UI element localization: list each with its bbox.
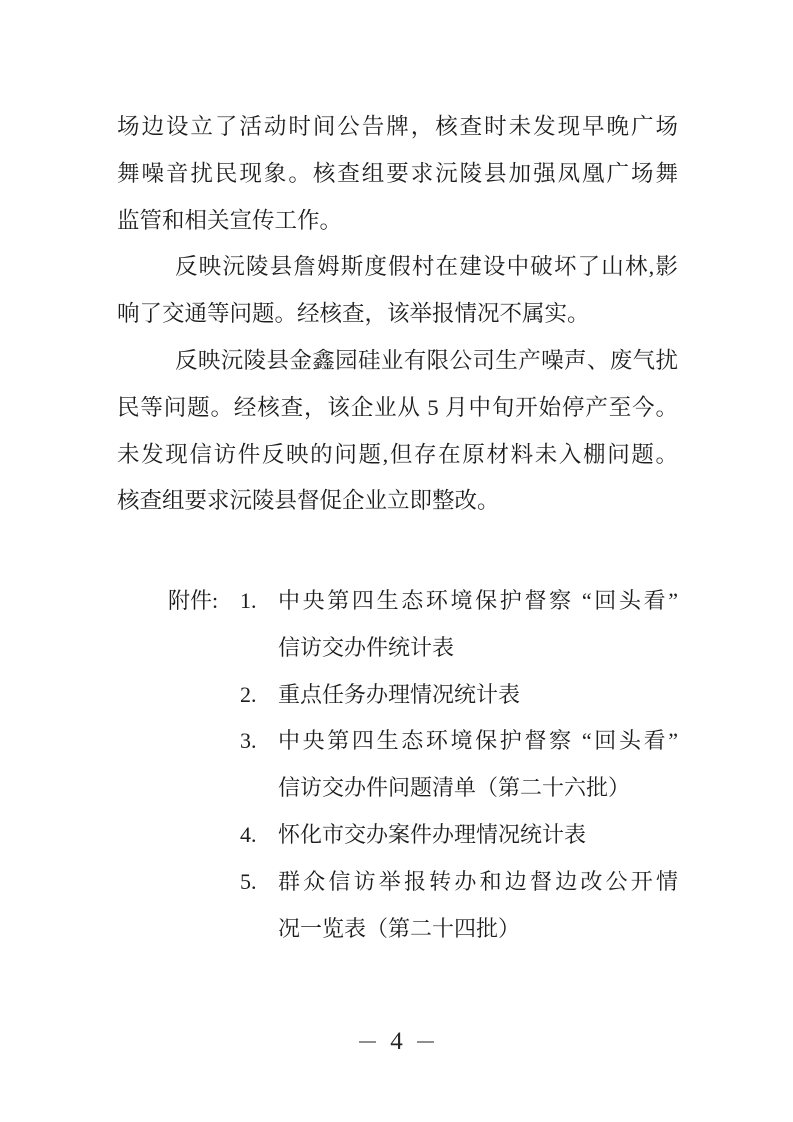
page-number: 4	[390, 1028, 403, 1055]
attachment-list	[240, 578, 678, 952]
attachment-line: 况一览表（第二十四批）	[278, 915, 521, 941]
attachment-item	[240, 578, 678, 672]
attachment-label: 附件:	[168, 588, 219, 613]
attachment-number: 3.	[240, 728, 257, 754]
attachment-line: 信访交办件问题清单（第二十六批）	[278, 775, 631, 801]
body-paragraph	[117, 338, 678, 525]
body-line: 反映沅陵县詹姆斯度假村在建设中破坏了山林,影	[175, 254, 678, 280]
attachment-line: 中央第四生态环境保护督察 “回头看”	[278, 588, 678, 613]
page-footer	[0, 1026, 793, 1058]
body-text	[117, 104, 678, 525]
body-line: 响了交通等问题。经核查，该举报情况不属实。	[117, 301, 590, 327]
attachment-line: 重点任务办理情况统计表	[278, 681, 521, 707]
body-line: 反映沅陵县金鑫园硅业有限公司生产噪声、废气扰	[175, 347, 678, 373]
footer-dash-left	[359, 1041, 376, 1043]
attachment-line: 怀化市交办案件办理情况统计表	[278, 821, 587, 847]
attachments-section	[168, 578, 678, 952]
body-line: 舞噪音扰民现象。核查组要求沅陵县加强凤凰广场舞	[117, 160, 678, 186]
attachment-line: 信访交办件统计表	[278, 634, 455, 660]
body-line: 民等问题。经核查，该企业从 5 月中旬开始停产至今。	[117, 394, 678, 420]
attachment-number: 4.	[240, 821, 257, 847]
attachment-number: 1.	[240, 588, 257, 613]
body-line: 场边设立了活动时间公告牌，核查时未发现早晚广场	[117, 114, 678, 139]
body-line: 监管和相关宣传工作。	[117, 207, 343, 233]
body-paragraph	[117, 244, 678, 338]
attachment-item	[240, 718, 678, 812]
attachment-line: 中央第四生态环境保护督察 “回头看”	[278, 728, 678, 754]
body-line: 核查组要求沅陵县督促企业立即整改。	[117, 488, 500, 514]
body-line: 未发现信访件反映的问题,但存在原材料未入棚问题。	[117, 441, 678, 467]
attachment-item	[240, 859, 678, 953]
attachment-item	[240, 812, 678, 859]
body-paragraph	[117, 104, 678, 244]
attachment-number: 5.	[240, 868, 257, 894]
attachment-number: 2.	[240, 681, 257, 707]
footer-dash-right	[417, 1041, 434, 1043]
attachment-line: 群众信访举报转办和边督边改公开情	[278, 868, 678, 894]
attachment-item	[240, 672, 678, 719]
